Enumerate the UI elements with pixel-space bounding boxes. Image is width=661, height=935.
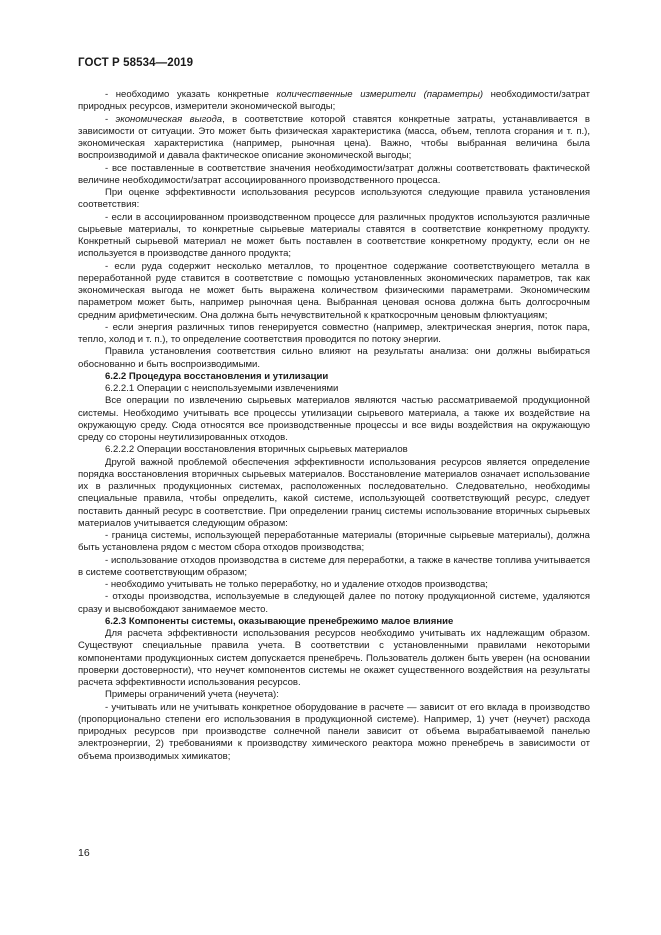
text-run: Другой важной проблемой обеспечения эффективности использования ресурсов является определение порядка восстановления вторичных сырьевых материалов. Восстановление материалов означает использование их в различных продукционных системах, расположенных последовательно. Следовательно, необходимы специальные правила, чтобы определить, какой системе, использующей соответствующий ресурс, следует поставить данный ресурс в соответствие. При определении границ системы использование вторичных сырьевых материалов учитывается следующим образом:: [78, 456, 590, 529]
body-paragraph: [78, 346, 590, 371]
text-run: Для расчета эффективности использования ресурсов необходимо учитывать их надлежащим образом. Существуют специальные правила учета. В соответствии с установленными правилами некоторыми компонентами продукционных систем допускается пренебречь. Пользователь должен быть уверен (на основании проверки достоверности), что неучет компонентов системы не окажет существенного воздействия на результаты расчета эффективности использования ресурсов.: [78, 628, 590, 688]
text-run: 6.2.2 Процедура восстановления и утилизации: [105, 370, 329, 382]
italic-term: количественные измерители (параметры): [276, 89, 484, 100]
body-paragraph: [78, 212, 590, 261]
body-paragraph: [78, 555, 590, 580]
body-paragraph: [78, 530, 590, 555]
section-heading: [78, 371, 590, 383]
text-run: - необходимо учитывать не только переработку, но и удаление отходов производства;: [105, 579, 488, 590]
body-paragraph: [78, 689, 590, 701]
text-run: , в соответствие которой ставятся конкретные затраты, устанавливается в зависимости от ситуации. Это может быть физическая характеристика (масса, объем, теплота сгорания и т. п.), экономическая характеристика (например, рыночная цена). Важно, чтобы выбранная величина была воспроизводимой и давала фактическое описание экономической выгоды;: [78, 113, 591, 162]
text-run: 6.2.3 Компоненты системы, оказывающие пренебрежимо малое влияние: [105, 615, 454, 627]
body-paragraph: [78, 114, 590, 163]
text-run: - если энергия различных типов генерируется совместно (например, электрическая энергия, поток пара, тепло, холод и т. п.), то определение соответствия проводится по потоку энергии.: [78, 321, 590, 345]
text-run: -: [105, 113, 116, 125]
document-body: [78, 89, 590, 763]
section-heading: [78, 616, 590, 628]
page-number: 16: [78, 847, 90, 859]
italic-term: экономическая выгода: [115, 113, 223, 125]
body-paragraph: [78, 702, 590, 763]
text-run: - граница системы, использующей переработанные материалы (вторичные сырьевые материалы), должна быть установлена рядом с местом сбора отходов производства;: [78, 530, 590, 554]
body-paragraph: [78, 579, 590, 591]
body-paragraph: [78, 457, 590, 531]
body-paragraph: [78, 163, 590, 188]
document-header: ГОСТ Р 58534—2019: [78, 57, 194, 69]
body-paragraph: [78, 591, 590, 616]
body-paragraph: [78, 628, 590, 689]
text-run: Правила установления соответствия сильно влияют на результаты анализа: они должны выбираться обоснованно и быть воспроизводимыми.: [78, 346, 590, 370]
body-paragraph: [78, 89, 590, 114]
text-run: необходимости/затрат природных ресурсов, измерители экономической выгоды;: [78, 89, 590, 113]
body-paragraph: [78, 322, 590, 347]
text-run: - учитывать или не учитывать конкретное оборудование в расчете — зависит от его вклада в производство (пропорционально степени его использования в продукционной системе). Например, 1) учет (неучет) расхода природных ресурсов при производстве солнечной панели зависит от объема вырабатываемой панелью электроэнергии, 2) требованиями к производству химического реактора можно пренебречь в зависимости от объема производимых химикатов;: [78, 701, 590, 762]
text-run: - если руда содержит несколько металлов, то процентное содержание соответствующего металла в переработанной руде ставится в соответствие с помощью установленных экономических параметров, так как экономическая выгода не может быть выражена количеством физическими параметрами. Экономическим параметром может быть, например рыночная цена. Выбранная ценовая основа должна быть долгосрочным средним арифметическим. Она должна быть нечувствительной к краткосрочным ценовым флюктуациям;: [78, 260, 590, 321]
body-paragraph: [78, 261, 590, 322]
body-paragraph: [78, 187, 590, 212]
text-run: - необходимо указать конкретные: [105, 89, 277, 100]
text-run: Примеры ограничений учета (неучета):: [105, 689, 279, 701]
body-paragraph: [78, 395, 590, 444]
text-run: - использование отходов производства в системе для переработки, а также в качестве топлива учитывается в системе соответствующим образом;: [78, 554, 590, 578]
text-run: - отходы производства, используемые в следующей далее по потоку продукционной системе, удаляются сразу и высвобождают занимаемое место.: [78, 591, 590, 615]
text-run: - все поставленные в соответствие значения необходимости/затрат должны соответствовать фактической величине необходимости/затрат ассоциированного производственного процесса.: [78, 162, 590, 186]
text-run: - если в ассоциированном производственном процессе для различных продуктов используются различные сырьевые материалы, то конкретные сырьевые материалы ставятся в соответствие конкретному продукту. Конкретный сырьевой материал не может быть поставлен в соответствие конкретному продукту, если он не используется в производстве данного продукта;: [78, 211, 590, 260]
text-run: При оценке эффективности использования ресурсов используются следующие правила установления соответствия:: [78, 187, 590, 211]
text-run: 6.2.2.1 Операции с неиспользуемыми извлечениями: [105, 383, 339, 394]
subsection-heading: [78, 383, 590, 395]
text-run: Все операции по извлечению сырьевых материалов являются частью рассматриваемой продукционной системы. Необходимо учитывать все процессы утилизации сырьевого материала, а также их воздействие на окружающую среду. Сюда относятся все производственные процессы и все виды воздействия на окружающую среду со стороны неутилизированных отходов.: [78, 395, 590, 443]
text-run: 6.2.2.2 Операции восстановления вторичных сырьевых материалов: [105, 444, 408, 456]
subsection-heading: [78, 444, 590, 456]
